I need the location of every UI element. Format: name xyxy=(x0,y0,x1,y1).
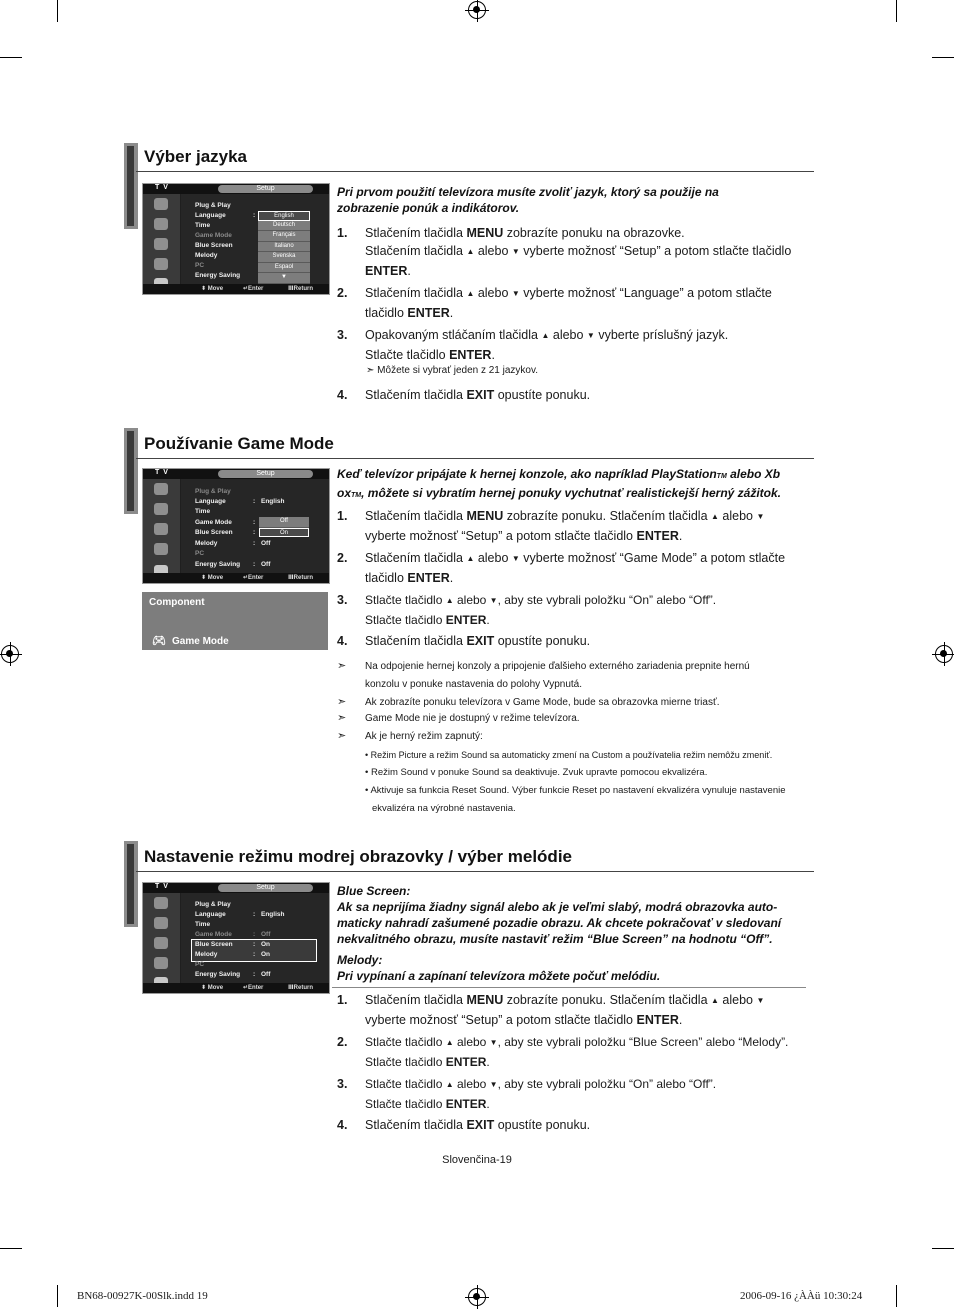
up-arrow-icon xyxy=(711,993,719,1007)
osd-value: Off xyxy=(261,931,271,938)
osd-colon: : xyxy=(253,941,256,948)
osd-tv-label: T V xyxy=(155,883,169,890)
section-rule xyxy=(136,458,814,459)
language-option: Deutsch xyxy=(258,221,310,232)
osd-colon: : xyxy=(253,540,256,547)
up-arrow-icon xyxy=(446,1035,454,1049)
osd-item: Game Mode xyxy=(195,519,232,526)
note-arrow-icon: ➣ xyxy=(337,712,347,724)
step-text: Stlačením tlačidla EXIT opustíte ponuku. xyxy=(365,388,591,402)
intro-text: Blue Screen: Ak sa neprijíma žiadny signál alebo ak je veľmi slabý, modrá obrazovka auto- maticky nahradí zašumené pozadie obrazu. Ak chcete pokračovať v sledovaní nekvalitného obrazu, musíte nastaviť režim “Blue Screen” na hodnotu “Off”. Melody: Pri vypínaní a zapínaní televízora môžete počuť melódiu. xyxy=(337,884,782,983)
up-arrow-icon xyxy=(466,551,474,565)
step-number: 1. xyxy=(337,993,348,1007)
step-text: Stlačením tlačidla ▲ alebo ▼ vyberte možnosť “Language” a potom stlačte tlačidlo ENTER. xyxy=(365,284,815,322)
osd-value: On xyxy=(261,941,271,948)
osd-sidebar xyxy=(143,194,180,284)
channel-icon xyxy=(154,258,168,270)
crop-mark xyxy=(896,1285,897,1307)
osd-colon: : xyxy=(253,212,256,219)
osd-tv-label: T V xyxy=(155,184,169,191)
intro-text: Keď televízor pripájate k hernej konzole, ako napríklad PlayStationTM alebo Xb oxTM, môžete si vybratím hernej ponuky vychutnať realistickejší herný zážitok. xyxy=(337,467,782,500)
osd-item: Blue Screen xyxy=(195,242,233,249)
note-text: Game Mode nie je dostupný v režime televízora. xyxy=(365,713,580,724)
osd-footer xyxy=(143,284,329,294)
component-game-mode-panel xyxy=(142,592,328,650)
option-on: On xyxy=(259,528,309,538)
osd-item: Time xyxy=(195,921,211,928)
osd-value: Off xyxy=(261,971,271,978)
tv-osd-menu xyxy=(142,882,330,994)
osd-colon: : xyxy=(253,931,256,938)
language-option: ▼ xyxy=(258,273,310,284)
channel-icon xyxy=(154,543,168,555)
step-number: 2. xyxy=(337,551,348,565)
picture-icon xyxy=(154,897,168,909)
step-text: Stlačením tlačidla EXIT opustíte ponuku. xyxy=(365,634,591,648)
down-arrow-icon xyxy=(490,1077,498,1091)
osd-value: On xyxy=(261,951,271,958)
osd-colon: : xyxy=(253,951,256,958)
registration-mark-icon xyxy=(1,645,19,663)
crop-mark xyxy=(57,1285,58,1307)
component-label: Component xyxy=(149,597,205,608)
note-text: Na odpojenie hernej konzoly a pripojenie ďalšieho externého zariadenia prepnite hernú xyxy=(365,661,750,672)
step-text: Stlačením tlačidla MENU zobrazíte ponuku. Stlačením tlačidla ▲ alebo ▼ vyberte možnosť “Setup” a potom stlačte tlačidlo ENTER. xyxy=(365,507,815,545)
down-arrow-icon xyxy=(512,551,520,565)
step-number: 3. xyxy=(337,1077,348,1091)
step-text: Stlačením tlačidla MENU zobrazíte ponuku. Stlačením tlačidla ▲ alebo ▼ vyberte možnosť “Setup” a potom stlačte tlačidlo ENTER. xyxy=(365,991,815,1029)
step-text: Stlačením tlačidla ▲ alebo ▼ vyberte možnosť “Game Mode” a potom stlačte tlačidlo ENTER. xyxy=(365,549,815,587)
osd-colon: : xyxy=(253,971,256,978)
note-text: Ak je herný režim zapnutý: xyxy=(365,731,483,742)
osd-move: ⬍ Move xyxy=(201,575,224,581)
language-option: Espaol xyxy=(258,263,310,274)
osd-item: Language xyxy=(195,911,226,918)
section-title: Výber jazyka xyxy=(144,147,248,166)
osd-item: Plug & Play xyxy=(195,202,231,209)
date-slug: 2006-09-16 ¿ÀÀü 10:30:24 xyxy=(740,1290,863,1302)
channel-icon xyxy=(154,957,168,969)
up-arrow-icon xyxy=(541,328,549,342)
section-bar xyxy=(127,146,134,226)
osd-item: Energy Saving xyxy=(195,971,241,978)
step-text: Stlačte tlačidlo ▲ alebo ▼ , aby ste vybrali položku “On” alebo “Off”. Stlačte tlačidlo ENTER. xyxy=(365,591,815,629)
step-number: 4. xyxy=(337,388,348,402)
note-arrow-icon: ➣ xyxy=(337,660,347,672)
osd-value: English xyxy=(261,498,285,505)
osd-enter: ↵Enter xyxy=(243,286,264,292)
up-arrow-icon xyxy=(711,509,719,523)
osd-item: Melody xyxy=(195,951,218,958)
osd-move: ⬍ Move xyxy=(201,286,224,292)
section-title: Nastavenie režimu modrej obrazovky / výber melódie xyxy=(144,847,572,866)
sound-icon xyxy=(154,238,168,250)
down-arrow-icon xyxy=(756,509,764,523)
language-option: Français xyxy=(258,231,310,242)
crop-mark xyxy=(896,0,897,22)
osd-colon: : xyxy=(253,911,256,918)
osd-move: ⬍ Move xyxy=(201,985,224,991)
tv-osd-menu xyxy=(142,183,330,295)
osd-sidebar xyxy=(143,479,180,573)
step-number: 2. xyxy=(337,286,348,300)
picture-icon xyxy=(154,218,168,230)
step-number: 1. xyxy=(337,226,348,240)
osd-item: PC xyxy=(195,550,205,557)
crop-mark xyxy=(932,1248,954,1249)
osd-item: Language xyxy=(195,212,226,219)
note-arrow-icon: ➣ xyxy=(337,696,347,708)
registration-mark-icon xyxy=(468,1,486,19)
up-arrow-icon xyxy=(446,1077,454,1091)
option-off: Off xyxy=(259,517,309,528)
osd-item: PC xyxy=(195,961,205,968)
picture-icon xyxy=(154,483,168,495)
osd-item: Game Mode xyxy=(195,232,232,239)
crop-mark xyxy=(0,1248,22,1249)
section-rule xyxy=(136,871,814,872)
step-text: Stlačením tlačidla MENU zobrazíte ponuku na obrazovke. Stlačením tlačidla ▲ alebo ▼ vyberte možnosť “Setup” a potom stlačte tlačidlo ENTER. xyxy=(365,224,815,280)
osd-colon: : xyxy=(253,519,256,526)
section-title: Používanie Game Mode xyxy=(144,434,334,453)
game-mode-label: Game Mode xyxy=(172,636,229,647)
sound-icon xyxy=(154,523,168,535)
osd-return: ⅢReturn xyxy=(288,286,314,292)
option-list xyxy=(259,517,309,537)
down-arrow-icon xyxy=(587,328,595,342)
osd-item: Energy Saving xyxy=(195,561,241,568)
step-number: 3. xyxy=(337,593,348,607)
osd-item: Plug & Play xyxy=(195,901,231,908)
osd-colon: : xyxy=(253,529,256,536)
registration-mark-icon xyxy=(935,645,953,663)
up-arrow-icon xyxy=(466,244,474,258)
osd-colon: : xyxy=(253,561,256,568)
osd-item: Time xyxy=(195,508,211,515)
osd-item: PC xyxy=(195,262,205,269)
osd-setup-label: Setup xyxy=(218,470,313,478)
note-text: Ak zobrazíte ponuku televízora v Game Mode, bude sa obrazovka mierne triasť. xyxy=(365,697,720,708)
osd-item: Melody xyxy=(195,252,218,259)
osd-item: Energy Saving xyxy=(195,272,241,279)
language-option: English xyxy=(258,211,310,221)
osd-item: Melody xyxy=(195,540,218,547)
language-option: Italiano xyxy=(258,242,310,253)
osd-return: ⅢReturn xyxy=(288,575,314,581)
sound-icon xyxy=(154,937,168,949)
osd-value: English xyxy=(261,911,285,918)
section-bar xyxy=(127,844,134,924)
bullet-text: ekvalizéra na výrobné nastavenia. xyxy=(372,803,516,814)
picture-icon xyxy=(154,198,168,210)
crop-mark xyxy=(932,57,954,58)
tv-osd-menu xyxy=(142,468,330,584)
down-arrow-icon xyxy=(490,1035,498,1049)
osd-value: Off xyxy=(261,561,271,568)
file-slug: BN68-00927K-00Slk.indd 19 xyxy=(77,1290,208,1302)
note-arrow-icon: ➣ xyxy=(337,730,347,742)
note-text: konzolu v ponuke nastavenia do polohy Vypnutá. xyxy=(365,679,583,690)
osd-item: Game Mode xyxy=(195,931,232,938)
osd-item: Blue Screen xyxy=(195,941,233,948)
bullet-text: • Aktivuje sa funkcia Reset Sound. Výber funkcie Reset po nastavení ekvalizéra vynuluje nastavenie xyxy=(365,785,786,796)
osd-footer xyxy=(143,983,329,993)
step-number: 1. xyxy=(337,509,348,523)
step-number: 3. xyxy=(337,328,348,342)
osd-item: Time xyxy=(195,222,211,229)
registration-mark-icon xyxy=(468,1288,486,1306)
page-number: Slovenčina-19 xyxy=(442,1154,512,1166)
picture-icon xyxy=(154,917,168,929)
step-number: 2. xyxy=(337,1035,348,1049)
step-number: 4. xyxy=(337,1118,348,1132)
osd-footer xyxy=(143,573,329,583)
osd-setup-label: Setup xyxy=(218,185,313,193)
intro-rule xyxy=(332,987,806,988)
osd-sidebar xyxy=(143,893,180,983)
intro-text: Pri prvom použití televízora musíte zvoliť jazyk, ktorý sa použije na zobrazenie ponúk a indikátorov. xyxy=(337,185,719,215)
down-arrow-icon xyxy=(512,286,520,300)
down-arrow-icon xyxy=(490,593,498,607)
osd-item: Language xyxy=(195,498,226,505)
section-bar xyxy=(127,431,134,511)
osd-setup-label: Setup xyxy=(218,884,313,892)
section-rule xyxy=(136,171,814,172)
note-text: ➣ Môžete si vybrať jeden z 21 jazykov. xyxy=(366,365,539,376)
step-text: Stlačte tlačidlo ▲ alebo ▼ , aby ste vybrali položku “Blue Screen” alebo “Melody”. Stlačte tlačidlo ENTER. xyxy=(365,1033,815,1071)
osd-value: Off xyxy=(261,540,271,547)
osd-tv-label: T V xyxy=(155,469,169,476)
up-arrow-icon xyxy=(466,286,474,300)
osd-item: Blue Screen xyxy=(195,529,233,536)
crop-mark xyxy=(0,57,22,58)
bullet-text: • Režim Picture a režim Sound sa automaticky zmení na Custom a používatelia režim nemôžu zmeniť. xyxy=(365,750,773,760)
crop-mark xyxy=(57,0,58,22)
step-text: Opakovaným stláčaním tlačidla ▲ alebo ▼ vyberte príslušný jazyk. Stlačte tlačidlo ENTER. xyxy=(365,326,815,364)
osd-return: ⅢReturn xyxy=(288,985,314,991)
picture-icon xyxy=(154,503,168,515)
bullet-text: • Režim Sound v ponuke Sound sa deaktivuje. Zvuk upravte pomocou ekvalizéra. xyxy=(365,767,708,778)
language-option: Svenska xyxy=(258,252,310,263)
up-arrow-icon xyxy=(446,593,454,607)
down-arrow-icon xyxy=(756,993,764,1007)
down-arrow-icon xyxy=(512,244,520,258)
step-number: 4. xyxy=(337,634,348,648)
step-text: Stlačením tlačidla EXIT opustíte ponuku. xyxy=(365,1118,591,1132)
osd-enter: ↵Enter xyxy=(243,985,264,991)
step-text: Stlačte tlačidlo ▲ alebo ▼ , aby ste vybrali položku “On” alebo “Off”. Stlačte tlačidlo ENTER. xyxy=(365,1075,815,1113)
language-list xyxy=(258,211,310,284)
osd-enter: ↵Enter xyxy=(243,575,264,581)
gamepad-icon: 🎮︎ xyxy=(152,635,166,647)
osd-item: Plug & Play xyxy=(195,488,231,495)
osd-colon: : xyxy=(253,498,256,505)
